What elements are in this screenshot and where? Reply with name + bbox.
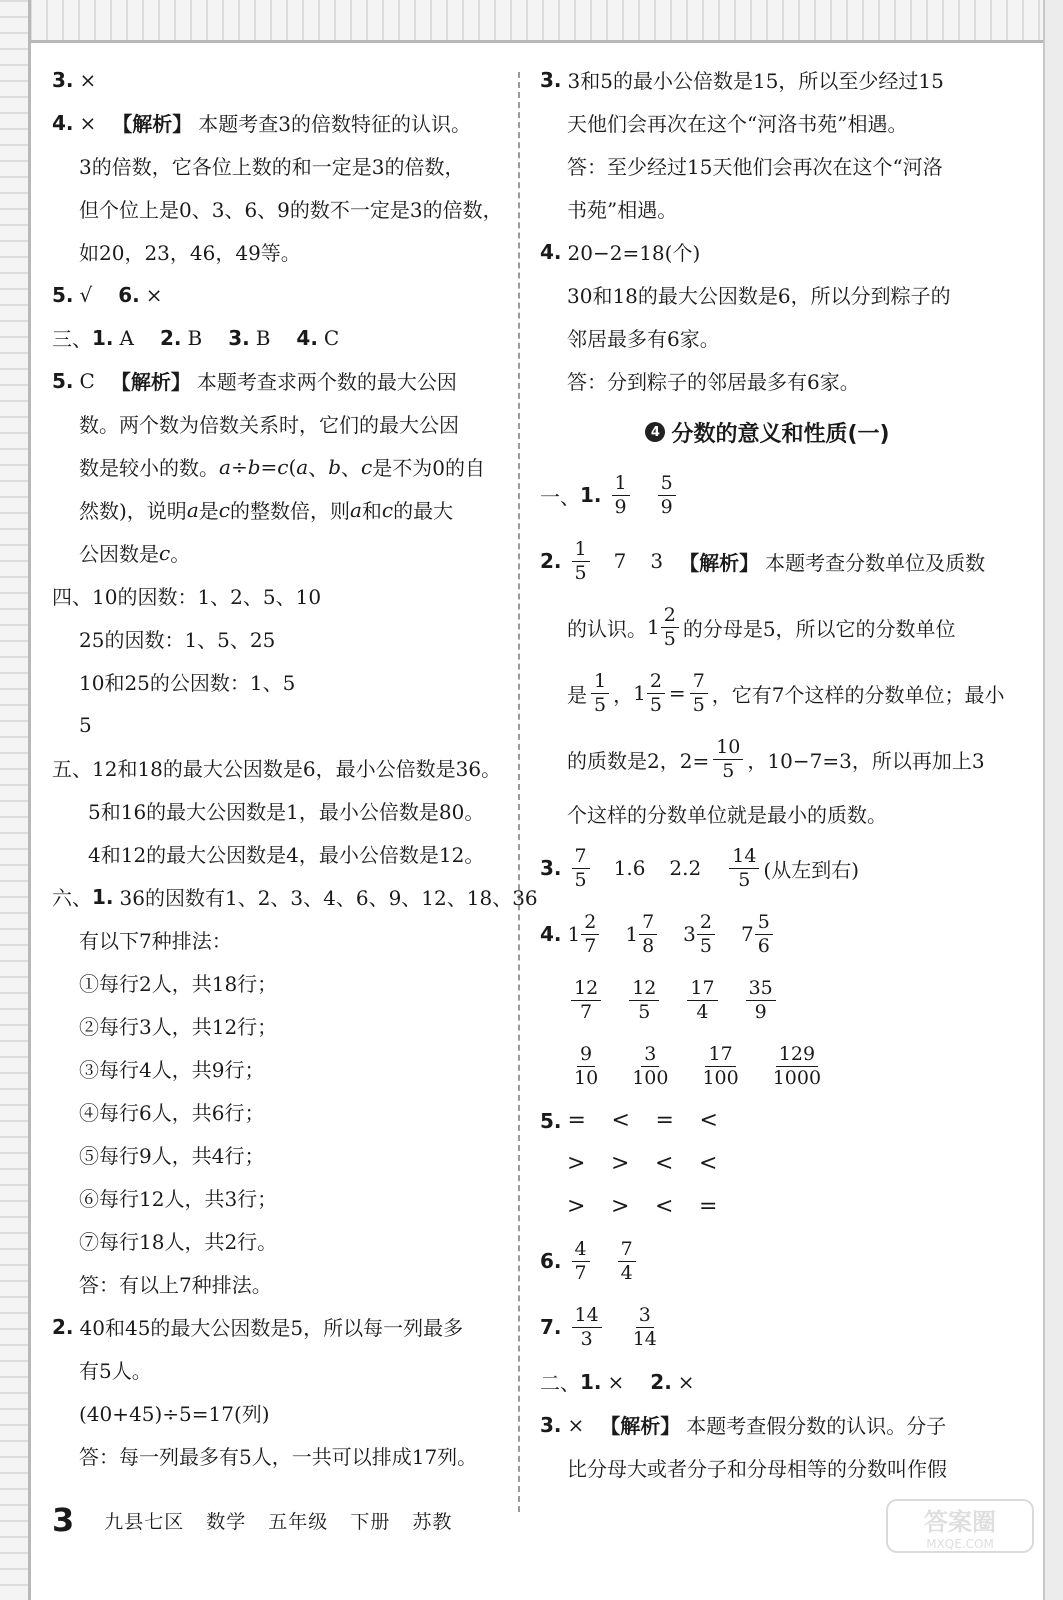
analysis-tag: 【解析】 <box>679 550 760 575</box>
answer-line: 公因数是 c 。 <box>79 540 191 566</box>
answer-line: 的认识。 1 $\frac{2}{5}$ 的分母是5，所以它的分数单位 <box>567 603 956 650</box>
mixed-number: 3 $\frac{2}{5}$ <box>683 913 719 956</box>
answer-line: 2. $\frac{1}{5}$ 7 3 【解析】 本题考查分数单位及质数 <box>540 537 986 584</box>
answer-line: (40+45)÷5=17(列) <box>79 1402 270 1426</box>
answer-line: 答：至少经过15天他们会再次在这个“河洛 <box>567 155 943 179</box>
answer-line: 有以下7种排法： <box>79 929 232 953</box>
answer-line: 答：分到粽子的邻居最多有6家。 <box>567 370 860 394</box>
fraction: $\frac{2}{5}$ <box>647 672 665 715</box>
fraction: $\frac{3}{100}$ <box>632 1042 669 1089</box>
answer-line: 邻居最多有6家。 <box>567 327 720 351</box>
answer-line: 答：每一列最多有5人，一共可以排成17列。 <box>79 1445 478 1469</box>
fraction: $\frac{17}{100}$ <box>702 1042 739 1089</box>
section-heading <box>540 402 995 462</box>
answer-line: 5. √ 6. × <box>52 282 163 307</box>
answer-line: 25的因数：1、5、25 <box>79 628 276 652</box>
fraction: $\frac{9}{10}$ <box>574 1042 599 1089</box>
fraction: $\frac{1}{5}$ <box>591 672 609 715</box>
answer-line: 2. 40和45的最大公因数是5，所以每一列最多 <box>52 1314 464 1340</box>
answer-line: ⑦每行18人，共2行。 <box>79 1230 278 1254</box>
answer-line: 3的倍数，它各位上数的和一定是3的倍数， <box>79 155 465 179</box>
fraction: $\frac{1}{5}$ <box>572 540 590 583</box>
watermark-text: 答案圈 <box>924 1508 996 1536</box>
answer-line: 4. × 【解析】 本题考查3的倍数特征的认识。 <box>52 101 507 144</box>
fraction: $\frac{5}{9}$ <box>658 474 676 517</box>
fraction: $\frac{7}{5}$ <box>690 672 708 715</box>
section-five-line: 五、12和18的最大公因数是6，最小公倍数是36。 <box>52 757 502 781</box>
answer-line: 4. 20−2=18(个) <box>540 239 701 265</box>
answer-line: 个这样的分数单位就是最小的质数。 <box>567 803 887 827</box>
fraction: $\frac{2}{5}$ <box>661 606 679 649</box>
fraction: $\frac{129}{1000}$ <box>772 1042 822 1089</box>
answer-line: 10和25的公因数：1、5 <box>79 671 296 695</box>
watermark-logo <box>885 1496 1035 1556</box>
answer-line: 5. C 【解析】 本题考查求两个数的最大公因 <box>52 359 507 402</box>
answer-line: 天他们会再次在这个“河洛书苑”相遇。 <box>567 112 908 136</box>
answer-line: 比分母大或者分子和分母相等的分数叫作假 <box>567 1457 947 1481</box>
answer-line: 6. $\frac{4}{7}$ $\frac{7}{4}$ <box>540 1228 995 1294</box>
comparison-row: 5. = < = < <box>540 1108 718 1133</box>
answer-line: 3. 3和5的最小公倍数是15，所以至少经过15 <box>540 67 944 93</box>
fraction: $\frac{7}{5}$ <box>572 847 590 890</box>
fraction: $\frac{12}{5}$ <box>629 979 659 1022</box>
answer-line: 3. $\frac{7}{5}$ 1.6 2.2 $\frac{14}{5}$ (从左到右) <box>540 844 860 891</box>
analysis-tag: 【解析】 <box>112 112 193 136</box>
fraction: $\frac{35}{9}$ <box>746 979 776 1022</box>
answer-line: 4. 1 $\frac{2}{7}$ 1 $\frac{7}{8}$ 3 $\frac{2}{5}$ 7 $\frac{5}{6}$ <box>540 901 995 967</box>
fraction: $\frac{14}{5}$ <box>729 847 759 890</box>
section-number-badge: 4 <box>645 422 665 442</box>
answer-line: 4和12的最大公因数是4，最小公倍数是12。 <box>88 843 485 867</box>
mixed-number: 1 $\frac{7}{8}$ <box>625 913 661 956</box>
answer-line: 的质数是2，2= $\frac{10}{5}$ ，10−7=3，所以再加上3 <box>567 735 985 782</box>
comparison-row: > > < < <box>567 1151 718 1176</box>
analysis-tag: 【解析】 <box>110 370 191 394</box>
answer-line: ①每行2人，共18行； <box>79 972 278 996</box>
answer-line: ③每行4人，共9行； <box>79 1058 265 1082</box>
answer-line: 但个位上是0、3、6、9的数不一定是3的倍数， <box>79 198 503 222</box>
answer-line: 30和18的最大公因数是6，所以分到粽子的 <box>567 284 951 308</box>
fraction: $\frac{10}{5}$ <box>713 738 743 781</box>
section-three-line: 三、 1. A 2. B 3. B 4. C <box>52 325 340 351</box>
answer-line: 书苑”相遇。 <box>567 198 678 222</box>
answer-line: 3. × <box>52 67 97 92</box>
book-info: 九县七区 数学 五年级 下册 苏教 <box>104 1510 453 1533</box>
left-column <box>52 58 538 1477</box>
fraction: $\frac{1}{9}$ <box>612 474 630 517</box>
answer-line: ⑥每行12人，共3行； <box>79 1187 278 1211</box>
mixed-number: 7 $\frac{5}{6}$ <box>741 913 777 956</box>
section-six-line: 六、 1. 36的因数有1、2、3、4、6、9、12、18、36 <box>52 884 538 910</box>
answer-line: 是 $\frac{1}{5}$ ， 1 $\frac{2}{5}$ = $\frac{7}{5}$ ，它有7个这样的分数单位；最小 <box>567 669 1005 716</box>
fraction: $\frac{7}{4}$ <box>618 1240 636 1283</box>
answer-line: ②每行3人，共12行； <box>79 1015 278 1039</box>
section-title: 分数的意义和性质(一) <box>671 421 890 447</box>
analysis-tag: 【解析】 <box>600 1414 681 1438</box>
comparison-row: > > < = <box>567 1194 718 1219</box>
page-footer <box>52 1500 1012 1540</box>
fraction: $\frac{12}{7}$ <box>571 979 601 1022</box>
answer-line <box>540 967 995 1033</box>
answer-line: 数。两个数为倍数关系时，它们的最大公因 <box>79 413 459 437</box>
answer-line: 一、 1. $\frac{1}{9}$ $\frac{5}{9}$ <box>540 462 995 528</box>
answer-line: 5和16的最大公因数是1，最小公倍数是80。 <box>88 800 485 824</box>
answer-line: 7. $\frac{14}{3}$ $\frac{3}{14}$ <box>540 1294 995 1360</box>
answer-line: 数是较小的数。 a ÷ b = c ( a 、 b 、 c 是不为0的自 <box>79 454 485 480</box>
page-frame-right <box>1043 0 1063 1600</box>
answer-line: 有5人。 <box>79 1359 152 1383</box>
page-frame-left <box>0 0 31 1600</box>
answer-line: 答：有以上7种排法。 <box>79 1273 272 1297</box>
fraction: $\frac{14}{3}$ <box>572 1306 602 1349</box>
fraction: $\frac{17}{4}$ <box>687 979 717 1022</box>
answer-line: 5 <box>79 712 92 737</box>
section-four-line: 四、10的因数：1、2、5、10 <box>52 585 322 609</box>
answer-line: 然数)，说明 a 是 c 的整数倍，则 a 和 c 的最大 <box>79 497 454 523</box>
answer-line: ⑤每行9人，共4行； <box>79 1144 265 1168</box>
fraction: $\frac{4}{7}$ <box>572 1240 590 1283</box>
watermark-domain: MXQE.COM <box>926 1537 994 1551</box>
page-frame-top <box>0 0 1063 43</box>
right-column <box>540 58 1005 1489</box>
answer-line: ④每行6人，共6行； <box>79 1101 265 1125</box>
fraction: $\frac{3}{14}$ <box>632 1303 657 1350</box>
answer-line <box>540 1033 995 1099</box>
answer-line: 如20，23，46，49等。 <box>79 241 301 265</box>
column-divider <box>518 72 520 1512</box>
mixed-number: 1 $\frac{2}{7}$ <box>568 913 604 956</box>
page-number: 3 <box>52 1501 75 1539</box>
answer-line: 3. × 【解析】 本题考查假分数的认识。分子 <box>540 1403 995 1446</box>
section-two-line: 二、 1. × 2. × <box>540 1369 695 1395</box>
